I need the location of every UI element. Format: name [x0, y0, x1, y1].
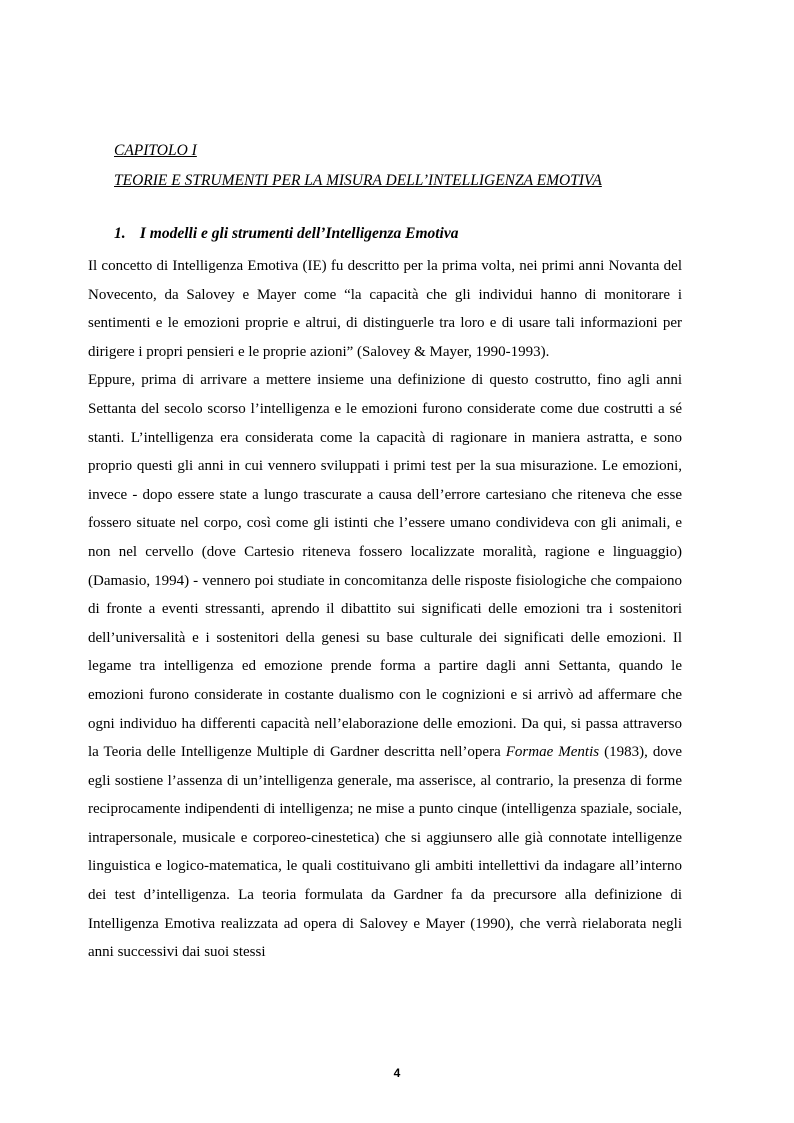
section-title: I modelli e gli strumenti dell’Intelligenza Emotiva — [139, 225, 459, 242]
section-number: 1. — [114, 225, 126, 242]
paragraph-2-part-2: (1983), dove egli sostiene l’assenza di un’intelligenza generale, ma asserisce, al contrario, la presenza di forme reciprocamente indipendenti di intelligenza; ne mise a punto cinque (intelligenza spaziale, sociale, intrapersonale, musicale e corporeo-cinestetica) che si aggiunsero alle già connotate intelligenze linguistica e logico-matematica, le quali costituivano gli ambiti intellettivi da indagare all’interno dei test d’intelligenza. La teoria formulata da Gardner fa da precursore alla definizione di Intelligenza Emotiva realizzata ad opera di Salovey e Mayer (1990), che verrà rielaborata negli anni successivi dai suoi stessi — [88, 744, 682, 961]
paragraph-1: Il concetto di Intelligenza Emotiva (IE) fu descritto per la prima volta, nei primi anni Novanta del Novecento, da Salovey e Mayer come “la capacità che gli individui hanno di monitorare i sentimenti e le emozioni proprie e altrui, di distinguerle tra loro e di usare tali informazioni per dirigere i propri pensieri e le proprie azioni” (Salovey & Mayer, 1990-1993). — [88, 258, 682, 360]
paragraph-2-part-1: Eppure, prima di arrivare a mettere insieme una definizione di questo costrutto, fino agli anni Settanta del secolo scorso l’intelligenza e le emozioni furono considerate come due costrutti a sé stanti. L’intelligenza era considerata come la capacità di ragionare in maniera astratta, e sono proprio questi gli anni in cui vennero sviluppati i primi test per la sua misurazione. Le emozioni, invece - dopo essere state a lungo trascurate a causa dell’errore cartesiano che riteneva che esse fossero situate nel corpo, così come gli istinti che l’essere umano condivideva con gli animali, e non nel cervello (dove Cartesio riteneva fossero localizzate moralità, ragione e linguaggio) (Damasio, 1994) - vennero poi studiate in concomitanza delle risposte fisiologiche che compaiono di fronte a eventi stressanti, aprendo il dibattito sui significati delle emozioni tra i sostenitori dell’universalità e i sostenitori della genesi su base culturale dei significati delle emozioni. Il legame tra intelligenza ed emozione prende forma a partire dagli anni Settanta, quando le emozioni furono considerate in costante dualismo con le cognizioni e si arrivò ad affermare che ogni individuo ha differenti capacità nell’elaborazione delle emozioni. Da qui, si passa attraverso la Teoria delle Intelligenze Multiple di Gardner descritta nell’opera — [88, 372, 682, 761]
book-title-formae-mentis: Formae Mentis — [505, 744, 600, 761]
page-number: 4 — [393, 1066, 401, 1080]
section-heading — [114, 224, 459, 244]
chapter-title: TEORIE E STRUMENTI PER LA MISURA DELL’INTELLIGENZA EMOTIVA — [114, 172, 602, 189]
body-text — [88, 252, 682, 967]
chapter-label: CAPITOLO I — [114, 142, 197, 159]
paragraph-2 — [88, 366, 682, 966]
